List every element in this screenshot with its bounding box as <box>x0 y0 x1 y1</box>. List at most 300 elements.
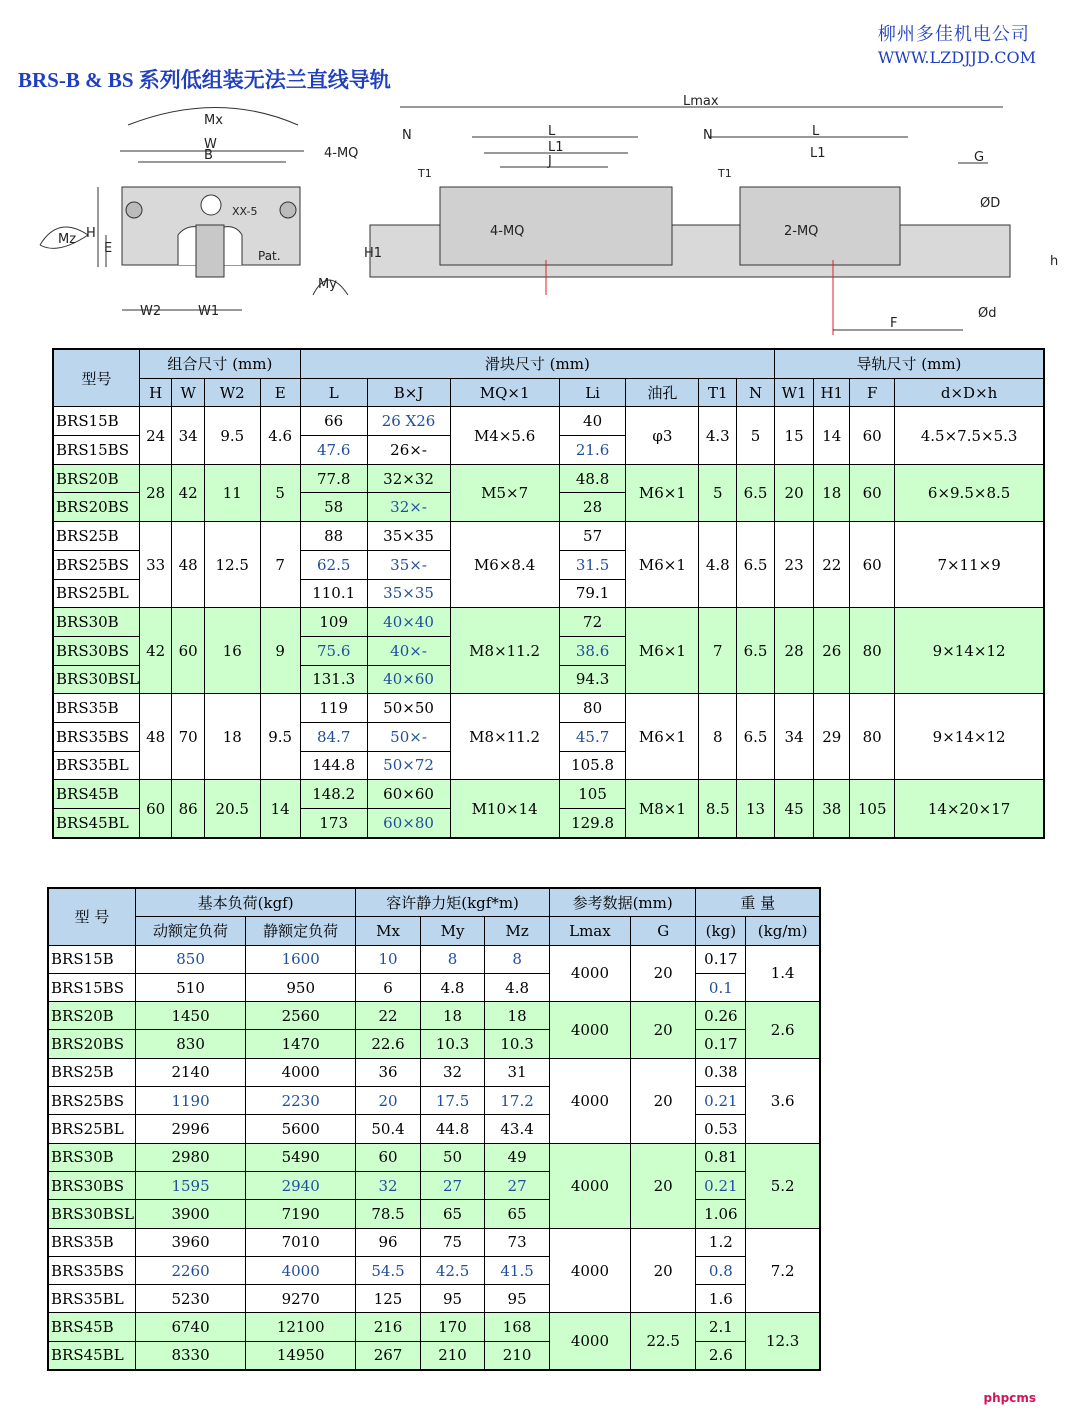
model-cell: BRS15BS <box>48 973 136 1001</box>
header2-moment: 容许静力矩(kgf*m) <box>356 888 550 917</box>
cell-BJ: 35×35 <box>367 522 450 551</box>
cell-C0: 7010 <box>246 1228 356 1256</box>
cell-My: 65 <box>420 1200 485 1228</box>
cell-BJ: 50×50 <box>367 694 450 723</box>
cell-dDh: 9×14×12 <box>895 608 1044 694</box>
label-w: W <box>204 137 217 152</box>
header-E: E <box>260 378 300 407</box>
cell-C: 8330 <box>136 1341 246 1370</box>
label-l1-2: L1 <box>810 146 826 161</box>
load-table-body <box>48 945 820 1370</box>
label-l: L <box>548 124 556 139</box>
cell-L: 75.6 <box>300 636 367 665</box>
cell-Li: 57 <box>559 522 626 551</box>
model-cell: BRS25B <box>48 1058 136 1086</box>
table-row <box>48 1143 820 1171</box>
cell-BJ: 40×60 <box>367 665 450 694</box>
label-e: E <box>104 241 113 256</box>
table-row <box>48 1171 820 1199</box>
cell-MQ: M10×14 <box>450 780 559 838</box>
cell-E: 5 <box>260 464 300 521</box>
cell-My: 75 <box>420 1228 485 1256</box>
cell-C0: 9270 <box>246 1285 356 1313</box>
cell-L: 62.5 <box>300 550 367 579</box>
model-cell: BRS45BL <box>48 1341 136 1370</box>
cell-oil: M6×1 <box>626 522 699 608</box>
company-url[interactable]: WWW.LZDJJD.COM <box>877 48 1036 67</box>
cell-Lmax: 4000 <box>549 945 630 1002</box>
cell-C: 1190 <box>136 1087 246 1115</box>
cell-H: 48 <box>139 694 171 780</box>
model-cell: BRS35BL <box>48 1285 136 1313</box>
cell-L: 88 <box>300 522 367 551</box>
cell-Lmax: 4000 <box>549 1313 630 1370</box>
cell-G: 22.5 <box>630 1313 695 1370</box>
cell-N: 5 <box>737 407 775 464</box>
cell-Mx: 10 <box>356 945 421 973</box>
cell-N: 6.5 <box>737 464 775 521</box>
cell-BJ: 60×80 <box>367 809 450 838</box>
cell-kg: 0.26 <box>696 1002 746 1030</box>
cell-W2: 12.5 <box>204 522 260 608</box>
cell-C0: 5600 <box>246 1115 356 1143</box>
label-pat: Pat. <box>258 249 281 263</box>
cell-kg: 0.81 <box>696 1143 746 1171</box>
model-cell: BRS35B <box>48 1228 136 1256</box>
cell-F: 105 <box>850 780 895 838</box>
cell-My: 4.8 <box>420 973 485 1001</box>
cell-C0: 2940 <box>246 1171 356 1199</box>
cell-L: 109 <box>300 608 367 637</box>
cell-Li: 28 <box>559 493 626 522</box>
cell-kg: 0.1 <box>696 973 746 1001</box>
cell-BJ: 35×- <box>367 550 450 579</box>
model-cell: BRS20B <box>48 1002 136 1030</box>
model-cell: BRS35B <box>53 694 139 723</box>
cell-Mx: 6 <box>356 973 421 1001</box>
cell-Li: 105.8 <box>559 751 626 780</box>
label-mz: Mz <box>58 232 77 247</box>
cell-My: 8 <box>420 945 485 973</box>
cross-section-view <box>40 108 358 320</box>
cell-Li: 80 <box>559 694 626 723</box>
cell-Li: 40 <box>559 407 626 436</box>
cell-MQ: M4×5.6 <box>450 407 559 464</box>
cell-BJ: 26 X26 <box>367 407 450 436</box>
cell-Mz: 43.4 <box>485 1115 550 1143</box>
header-dDh: d×D×h <box>895 378 1044 407</box>
header-H1: H1 <box>814 378 850 407</box>
label-t1-2: T1 <box>718 167 732 180</box>
header2-kg: (kg) <box>696 917 746 945</box>
label-my: My <box>318 277 337 292</box>
cell-Li: 129.8 <box>559 809 626 838</box>
cell-F: 80 <box>850 694 895 780</box>
label-l1: L1 <box>548 140 564 155</box>
cell-L: 84.7 <box>300 722 367 751</box>
cell-C0: 12100 <box>246 1313 356 1341</box>
cell-My: 32 <box>420 1058 485 1086</box>
cell-kgm: 2.6 <box>746 1002 820 1059</box>
cell-W1: 34 <box>774 694 813 780</box>
label-xx5: XX-5 <box>232 205 258 218</box>
cell-MQ: M6×8.4 <box>450 522 559 608</box>
cell-BJ: 32×- <box>367 493 450 522</box>
cell-My: 17.5 <box>420 1087 485 1115</box>
table-row <box>48 1341 820 1370</box>
cell-C: 1595 <box>136 1171 246 1199</box>
cell-C: 2140 <box>136 1058 246 1086</box>
cell-Mz: 10.3 <box>485 1030 550 1058</box>
label-g: G <box>974 150 985 165</box>
cell-kg: 1.06 <box>696 1200 746 1228</box>
header2-Mx: Mx <box>356 917 421 945</box>
cell-C: 3900 <box>136 1200 246 1228</box>
cell-Mx: 125 <box>356 1285 421 1313</box>
cell-Mz: 8 <box>485 945 550 973</box>
cell-Li: 105 <box>559 780 626 809</box>
label-2mq: 2-MQ <box>784 224 819 239</box>
cell-oil: M6×1 <box>626 464 699 521</box>
cell-Mz: 65 <box>485 1200 550 1228</box>
cell-T1: 5 <box>699 464 737 521</box>
label-4mq-side: 4-MQ <box>490 224 525 239</box>
technical-drawing <box>28 95 1068 345</box>
cell-T1: 8.5 <box>699 780 737 838</box>
table-row <box>48 1087 820 1115</box>
cell-H: 60 <box>139 780 171 838</box>
header-L: L <box>300 378 367 407</box>
cell-E: 4.6 <box>260 407 300 464</box>
label-w1: W1 <box>198 304 220 319</box>
model-cell: BRS15B <box>48 945 136 973</box>
cell-W1: 15 <box>774 407 813 464</box>
header-MQ: MQ×1 <box>450 378 559 407</box>
company-header <box>878 20 1036 67</box>
cell-Mz: 27 <box>485 1171 550 1199</box>
cell-C0: 1600 <box>246 945 356 973</box>
cell-Mz: 49 <box>485 1143 550 1171</box>
cell-C: 2980 <box>136 1143 246 1171</box>
cell-My: 50 <box>420 1143 485 1171</box>
cell-kg: 0.21 <box>696 1087 746 1115</box>
header2-G: G <box>630 917 695 945</box>
cell-C: 1450 <box>136 1002 246 1030</box>
model-cell: BRS25BL <box>53 579 139 608</box>
cell-C0: 2230 <box>246 1087 356 1115</box>
cell-C: 850 <box>136 945 246 973</box>
cell-Mx: 54.5 <box>356 1256 421 1284</box>
cell-Li: 31.5 <box>559 550 626 579</box>
cell-H1: 38 <box>814 780 850 838</box>
header-H: H <box>139 378 171 407</box>
cell-oil: φ3 <box>626 407 699 464</box>
model-cell: BRS30B <box>48 1143 136 1171</box>
cell-H: 28 <box>139 464 171 521</box>
cell-H: 24 <box>139 407 171 464</box>
cell-My: 10.3 <box>420 1030 485 1058</box>
cell-MQ: M5×7 <box>450 464 559 521</box>
cell-Mz: 18 <box>485 1002 550 1030</box>
cell-L: 110.1 <box>300 579 367 608</box>
cell-G: 20 <box>630 1058 695 1143</box>
model-cell: BRS25BL <box>48 1115 136 1143</box>
cell-W: 70 <box>172 694 204 780</box>
model-cell: BRS20B <box>53 464 139 493</box>
cell-kg: 0.38 <box>696 1058 746 1086</box>
company-name: 柳州多佳机电公司 <box>877 24 1030 45</box>
cell-MQ: M8×11.2 <box>450 608 559 694</box>
cell-kg: 0.21 <box>696 1171 746 1199</box>
cell-W2: 9.5 <box>204 407 260 464</box>
cell-L: 173 <box>300 809 367 838</box>
cell-T1: 7 <box>699 608 737 694</box>
cell-oil: M6×1 <box>626 608 699 694</box>
cell-C0: 5490 <box>246 1143 356 1171</box>
model-cell: BRS45B <box>53 780 139 809</box>
model-cell: BRS30BSL <box>53 665 139 694</box>
cell-Li: 94.3 <box>559 665 626 694</box>
header2-Mz: Mz <box>485 917 550 945</box>
cell-L: 47.6 <box>300 436 367 465</box>
cell-W2: 20.5 <box>204 780 260 838</box>
model-cell: BRS45B <box>48 1313 136 1341</box>
header2-My: My <box>420 917 485 945</box>
cell-L: 66 <box>300 407 367 436</box>
cell-kg: 0.17 <box>696 1030 746 1058</box>
table-row <box>48 1200 820 1228</box>
cell-My: 18 <box>420 1002 485 1030</box>
cell-C: 2996 <box>136 1115 246 1143</box>
cell-C0: 7190 <box>246 1200 356 1228</box>
header2-C: 动额定负荷 <box>136 917 246 945</box>
header-model: 型号 <box>53 349 139 407</box>
header-block: 滑块尺寸 (mm) <box>300 349 774 378</box>
cell-Mz: 95 <box>485 1285 550 1313</box>
header-Li: Li <box>559 378 626 407</box>
model-cell: BRS45BL <box>53 809 139 838</box>
table-row <box>53 464 1044 493</box>
cell-W2: 11 <box>204 464 260 521</box>
cell-C: 510 <box>136 973 246 1001</box>
header2-Lmax: Lmax <box>549 917 630 945</box>
cell-dDh: 6×9.5×8.5 <box>895 464 1044 521</box>
cell-H1: 22 <box>814 522 850 608</box>
cell-Lmax: 4000 <box>549 1002 630 1059</box>
label-n: N <box>402 128 412 143</box>
label-l-2: L <box>812 124 820 139</box>
cell-C0: 14950 <box>246 1341 356 1370</box>
cell-W2: 18 <box>204 694 260 780</box>
header-N: N <box>737 378 775 407</box>
cell-kg: 2.6 <box>696 1341 746 1370</box>
cell-W: 42 <box>172 464 204 521</box>
cell-kgm: 5.2 <box>746 1143 820 1228</box>
cell-kg: 0.17 <box>696 945 746 973</box>
label-h1: H1 <box>364 246 383 261</box>
cell-Mz: 31 <box>485 1058 550 1086</box>
table-row <box>48 1256 820 1284</box>
cell-L: 144.8 <box>300 751 367 780</box>
cell-L: 77.8 <box>300 464 367 493</box>
cell-E: 14 <box>260 780 300 838</box>
cell-W2: 16 <box>204 608 260 694</box>
cell-Li: 79.1 <box>559 579 626 608</box>
cell-Lmax: 4000 <box>549 1058 630 1143</box>
cell-G: 20 <box>630 945 695 1002</box>
header-oil: 油孔 <box>626 378 699 407</box>
header-W1: W1 <box>774 378 813 407</box>
cell-Mz: 41.5 <box>485 1256 550 1284</box>
cell-BJ: 50×72 <box>367 751 450 780</box>
header2-weight: 重 量 <box>696 888 820 917</box>
dimension-table <box>52 348 1045 839</box>
cell-H: 33 <box>139 522 171 608</box>
table-row <box>53 407 1044 436</box>
cell-Mz: 73 <box>485 1228 550 1256</box>
cell-Li: 48.8 <box>559 464 626 493</box>
cell-N: 6.5 <box>737 694 775 780</box>
header2-load: 基本负荷(kgf) <box>136 888 356 917</box>
cell-Mz: 210 <box>485 1341 550 1370</box>
cell-G: 20 <box>630 1143 695 1228</box>
cell-W1: 23 <box>774 522 813 608</box>
cell-G: 20 <box>630 1002 695 1059</box>
label-f: F <box>890 316 898 331</box>
cell-BJ: 40×- <box>367 636 450 665</box>
cell-C0: 4000 <box>246 1256 356 1284</box>
header-BJ: B×J <box>367 378 450 407</box>
cell-dDh: 14×20×17 <box>895 780 1044 838</box>
cell-C: 2260 <box>136 1256 246 1284</box>
cell-F: 80 <box>850 608 895 694</box>
dimension-table-body <box>53 407 1044 838</box>
side-view <box>364 95 1058 335</box>
cell-kg: 0.53 <box>696 1115 746 1143</box>
cell-C: 3960 <box>136 1228 246 1256</box>
model-cell: BRS30BS <box>48 1171 136 1199</box>
header-W2: W2 <box>204 378 260 407</box>
header-W: W <box>172 378 204 407</box>
footer-watermark: phpcms <box>983 1391 1036 1405</box>
cell-kgm: 7.2 <box>746 1228 820 1313</box>
cell-E: 7 <box>260 522 300 608</box>
cell-Mx: 78.5 <box>356 1200 421 1228</box>
table-row <box>53 522 1044 551</box>
cell-My: 210 <box>420 1341 485 1370</box>
cell-E: 9 <box>260 608 300 694</box>
cell-Mx: 22 <box>356 1002 421 1030</box>
cell-Li: 21.6 <box>559 436 626 465</box>
label-w2: W2 <box>140 304 162 319</box>
header-rail: 导轨尺寸 (mm) <box>774 349 1044 378</box>
header-combo: 组合尺寸 (mm) <box>139 349 300 378</box>
cell-N: 6.5 <box>737 608 775 694</box>
cell-H1: 29 <box>814 694 850 780</box>
model-cell: BRS20BS <box>53 493 139 522</box>
cell-L: 119 <box>300 694 367 723</box>
cell-W1: 45 <box>774 780 813 838</box>
cell-Mx: 36 <box>356 1058 421 1086</box>
cell-H1: 14 <box>814 407 850 464</box>
cell-My: 27 <box>420 1171 485 1199</box>
cell-oil: M8×1 <box>626 780 699 838</box>
model-cell: BRS35BL <box>53 751 139 780</box>
cell-Mx: 96 <box>356 1228 421 1256</box>
cell-kg: 1.2 <box>696 1228 746 1256</box>
cell-F: 60 <box>850 522 895 608</box>
cell-W: 60 <box>172 608 204 694</box>
cell-Mz: 17.2 <box>485 1087 550 1115</box>
label-dD: ØD <box>980 196 1001 211</box>
table-row <box>48 1002 820 1030</box>
cell-BJ: 35×35 <box>367 579 450 608</box>
cell-W: 34 <box>172 407 204 464</box>
model-cell: BRS15BS <box>53 436 139 465</box>
header2-ref: 参考数据(mm) <box>549 888 696 917</box>
model-cell: BRS30BS <box>53 636 139 665</box>
cell-H1: 18 <box>814 464 850 521</box>
cell-Li: 72 <box>559 608 626 637</box>
cell-BJ: 32×32 <box>367 464 450 493</box>
cell-L: 58 <box>300 493 367 522</box>
model-cell: BRS35BS <box>48 1256 136 1284</box>
cell-C: 5230 <box>136 1285 246 1313</box>
table-row <box>48 1115 820 1143</box>
label-lmax: Lmax <box>683 95 719 109</box>
cell-C0: 950 <box>246 973 356 1001</box>
table-row <box>48 945 820 973</box>
cell-H: 42 <box>139 608 171 694</box>
cell-C: 6740 <box>136 1313 246 1341</box>
model-cell: BRS25BS <box>53 550 139 579</box>
cell-kg: 2.1 <box>696 1313 746 1341</box>
model-cell: BRS20BS <box>48 1030 136 1058</box>
cell-dDh: 9×14×12 <box>895 694 1044 780</box>
load-table <box>47 887 821 1371</box>
cell-My: 170 <box>420 1313 485 1341</box>
label-h: H <box>86 226 96 241</box>
cell-My: 95 <box>420 1285 485 1313</box>
label-n2: N <box>703 128 713 143</box>
model-cell: BRS25BS <box>48 1087 136 1115</box>
cell-Mz: 168 <box>485 1313 550 1341</box>
cell-dDh: 4.5×7.5×5.3 <box>895 407 1044 464</box>
table-row <box>48 1313 820 1341</box>
cell-C0: 4000 <box>246 1058 356 1086</box>
cell-kgm: 3.6 <box>746 1058 820 1143</box>
table-row <box>48 1030 820 1058</box>
cell-L: 131.3 <box>300 665 367 694</box>
cell-BJ: 50×- <box>367 722 450 751</box>
cell-Lmax: 4000 <box>549 1228 630 1313</box>
page-title: BRS-B & BS 系列低组装无法兰直线导轨 <box>18 68 391 92</box>
label-t1: T1 <box>418 167 432 180</box>
cell-dDh: 7×11×9 <box>895 522 1044 608</box>
model-cell: BRS15B <box>53 407 139 436</box>
cell-F: 60 <box>850 464 895 521</box>
cell-N: 6.5 <box>737 522 775 608</box>
model-cell: BRS35BS <box>53 722 139 751</box>
cell-Lmax: 4000 <box>549 1143 630 1228</box>
label-mx: Mx <box>204 113 223 128</box>
cell-Mx: 22.6 <box>356 1030 421 1058</box>
model-cell: BRS30BSL <box>48 1200 136 1228</box>
cell-T1: 4.8 <box>699 522 737 608</box>
cell-Mx: 216 <box>356 1313 421 1341</box>
cell-kgm: 1.4 <box>746 945 820 1002</box>
label-h-small: h <box>1050 254 1059 269</box>
